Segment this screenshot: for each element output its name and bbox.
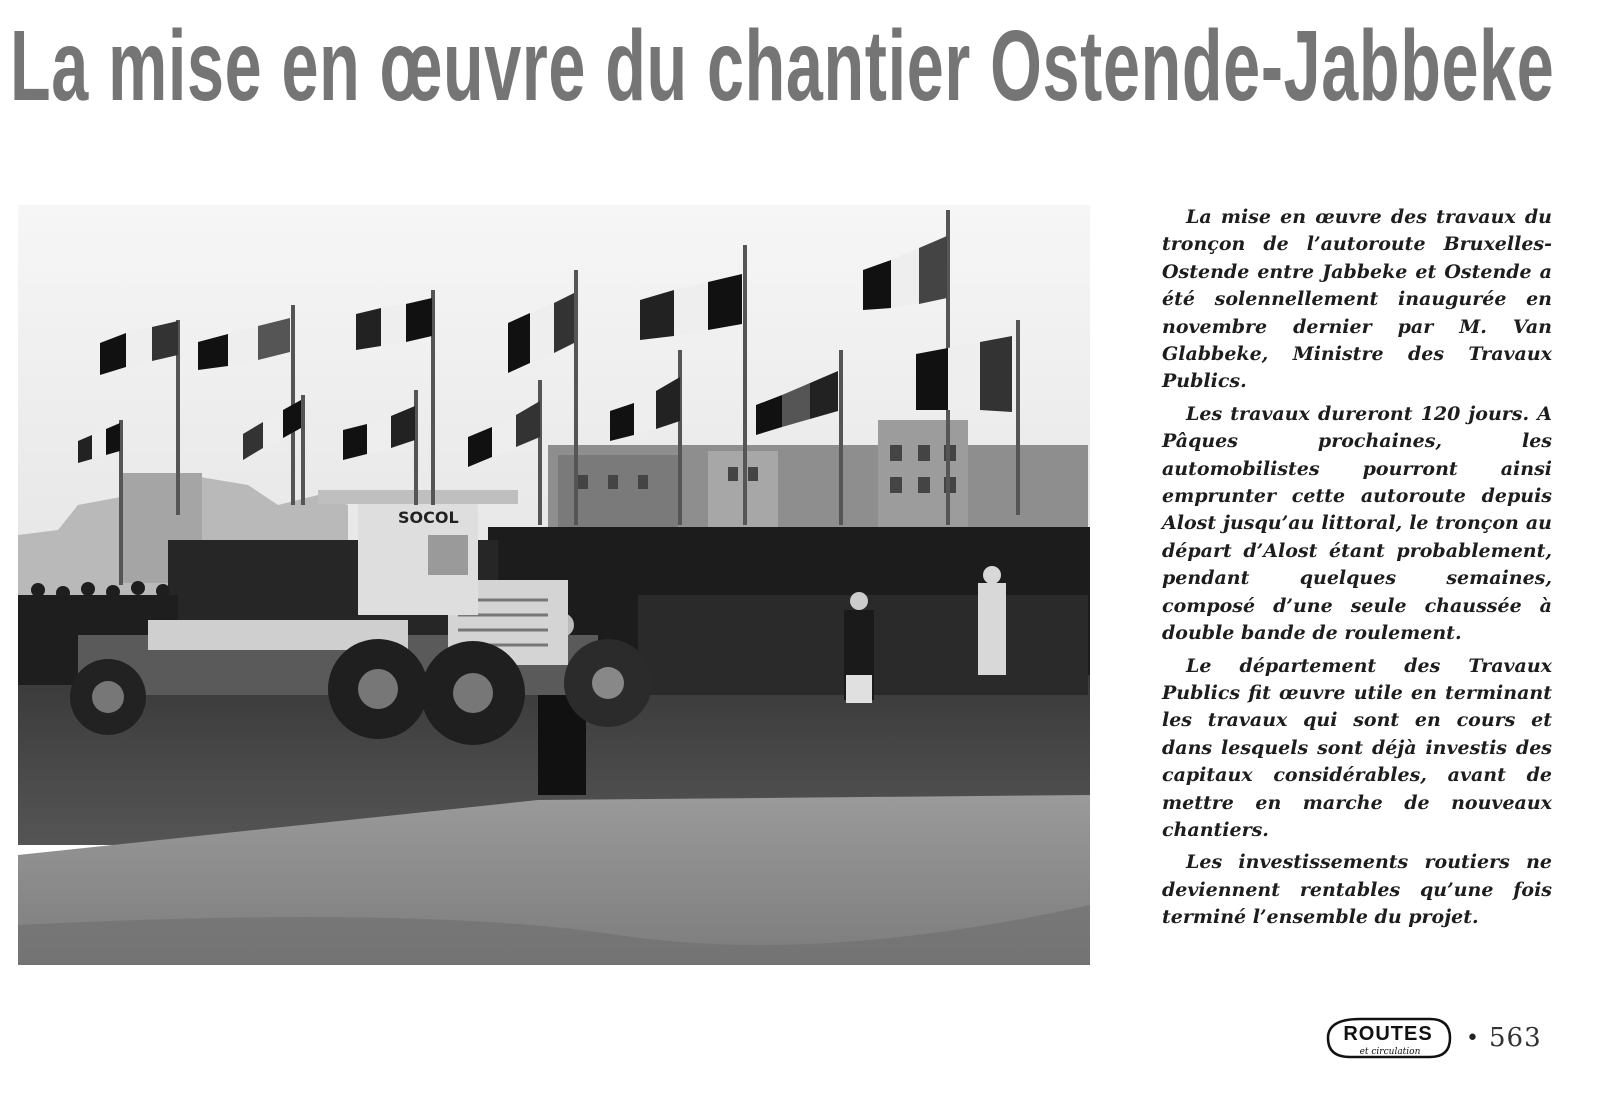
article-text [1162, 204, 1552, 937]
page-number: 563 [1488, 1023, 1542, 1053]
headline: La mise en œuvre du chantier Ostende-Jabbeke [10, 10, 1555, 122]
footer-bullet: • [1466, 1025, 1479, 1051]
article-paragraph: Les investissements routiers ne deviennent rentables qu’une fois terminé l’ensemble du projet. [1162, 851, 1552, 929]
article-paragraph: Le département des Travaux Publics fit œuvre utile en terminant les travaux qui sont en cours et dans lesquels sont déjà investis des capitaux considérables, avant de mettre en marche de nouveaux chantiers. [1162, 654, 1552, 841]
logo-subtext: et circulation [1359, 1047, 1421, 1057]
photo-illustration [18, 205, 1090, 965]
routes-logo [1320, 1013, 1456, 1063]
page-footer [1320, 1010, 1560, 1066]
machine-sign: SOCOL [398, 508, 459, 527]
logo-text: ROUTES [1343, 1023, 1433, 1045]
ceremony-photo [18, 205, 1090, 965]
headline-container [10, 10, 1570, 125]
article-paragraph: La mise en œuvre des travaux du tronçon de l’autoroute Bruxelles-Ostende entre Jabbeke et Ostende a été solennellement inaugurée en novembre dernier par M. Van Glabbeke, Ministre des Travaux Publics. [1162, 206, 1552, 393]
article-paragraph: Les travaux dureront 120 jours. A Pâques prochaines, les automobilistes pourront ainsi emprunter cette autoroute depuis Alost jusqu’au littoral, le tronçon au départ d’Alost étant probablement, pendant quelques semaines, composé d’une seule chaussée à double bande de roulement. [1162, 402, 1552, 645]
